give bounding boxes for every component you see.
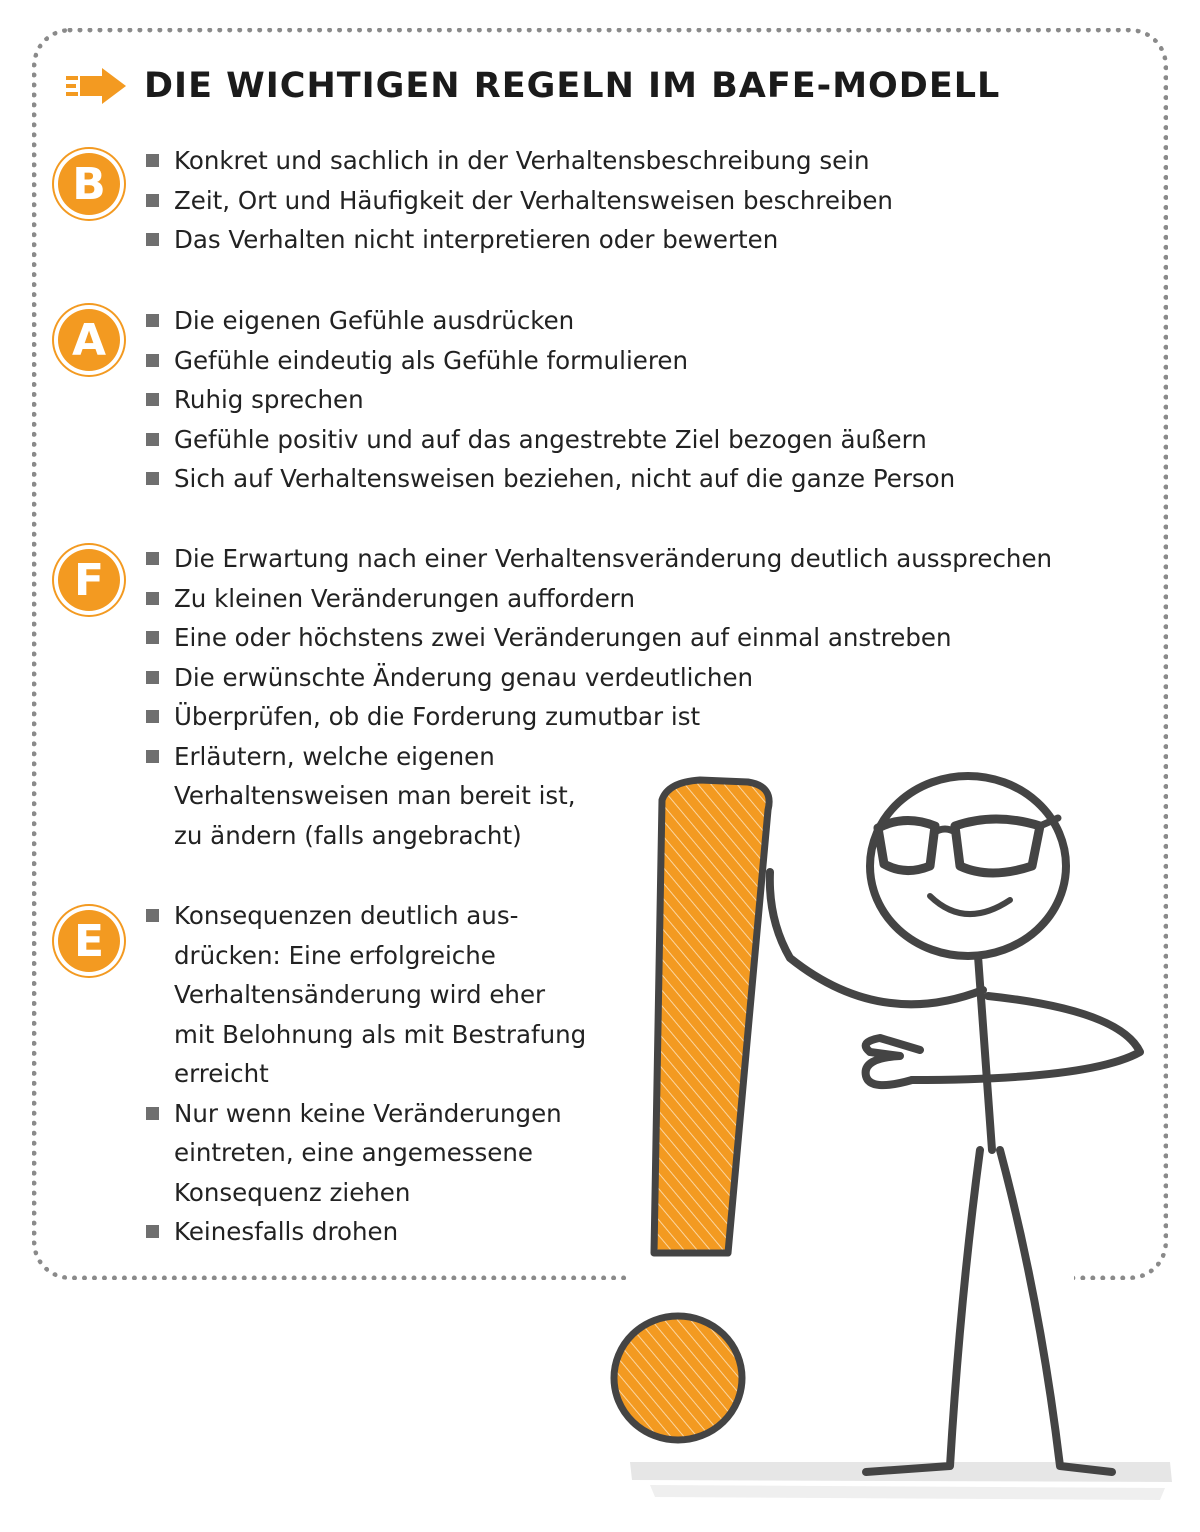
exclamation-dot-icon <box>614 1316 742 1440</box>
square-bullet-icon <box>146 1225 159 1238</box>
square-bullet-icon <box>146 1107 159 1120</box>
arrow-right-icon <box>66 66 128 106</box>
list-item: Konsequenzen deutlich aus- drücken: Eine erfolgreiche Verhaltensänderung wird eher mit Belohnung als mit Bestrafung erreicht <box>146 896 586 1094</box>
rule-list-a <box>146 301 955 499</box>
list-item: Die erwünschte Änderung genau verdeutlichen <box>146 658 1052 698</box>
list-item: Erläutern, welche eigenen Verhaltensweisen man bereit ist, zu ändern (falls angebracht) <box>146 737 1052 856</box>
badge-b: B <box>54 149 124 219</box>
list-item: Eine oder höchstens zwei Veränderungen auf einmal anstreben <box>146 618 1052 658</box>
list-item: Gefühle eindeutig als Gefühle formulieren <box>146 341 955 381</box>
badge-e: E <box>54 906 124 976</box>
list-item: Die Erwartung nach einer Verhaltensveränderung deutlich aussprechen <box>146 539 1052 579</box>
square-bullet-icon <box>146 194 159 207</box>
badge-f: F <box>54 545 124 615</box>
square-bullet-icon <box>146 433 159 446</box>
square-bullet-icon <box>146 592 159 605</box>
list-item: Ruhig sprechen <box>146 380 955 420</box>
rule-list-e <box>146 896 586 1252</box>
square-bullet-icon <box>146 710 159 723</box>
square-bullet-icon <box>146 354 159 367</box>
square-bullet-icon <box>146 671 159 684</box>
square-bullet-icon <box>146 233 159 246</box>
list-item: Konkret und sachlich in der Verhaltensbeschreibung sein <box>146 141 893 181</box>
square-bullet-icon <box>146 552 159 565</box>
square-bullet-icon <box>146 154 159 167</box>
list-item: Die eigenen Gefühle ausdrücken <box>146 301 955 341</box>
list-item: Keinesfalls drohen <box>146 1212 586 1252</box>
list-item: Zu kleinen Veränderungen auffordern <box>146 579 1052 619</box>
list-item: Nur wenn keine Veränderungen eintreten, eine angemessene Konsequenz ziehen <box>146 1094 586 1213</box>
list-item: Das Verhalten nicht interpretieren oder bewerten <box>146 220 893 260</box>
list-item: Sich auf Verhaltensweisen beziehen, nicht auf die ganze Person <box>146 459 955 499</box>
stickman-exclamation-illustration <box>600 770 1200 1532</box>
exclamation-bar-icon <box>654 780 769 1253</box>
list-item: Gefühle positiv und auf das angestrebte Ziel bezogen äußern <box>146 420 955 460</box>
square-bullet-icon <box>146 631 159 644</box>
square-bullet-icon <box>146 314 159 327</box>
square-bullet-icon <box>146 909 159 922</box>
rule-list-b <box>146 141 893 260</box>
badge-a: A <box>54 305 124 375</box>
square-bullet-icon <box>146 750 159 763</box>
list-item: Zeit, Ort und Häufigkeit der Verhaltensweisen beschreiben <box>146 181 893 221</box>
stick-figure <box>770 776 1140 1472</box>
square-bullet-icon <box>146 472 159 485</box>
page-title: DIE WICHTIGEN REGELN IM BAFE-MODELL <box>144 66 1001 106</box>
header <box>66 62 1000 110</box>
list-item: Überprüfen, ob die Forderung zumutbar ist <box>146 697 1052 737</box>
square-bullet-icon <box>146 393 159 406</box>
